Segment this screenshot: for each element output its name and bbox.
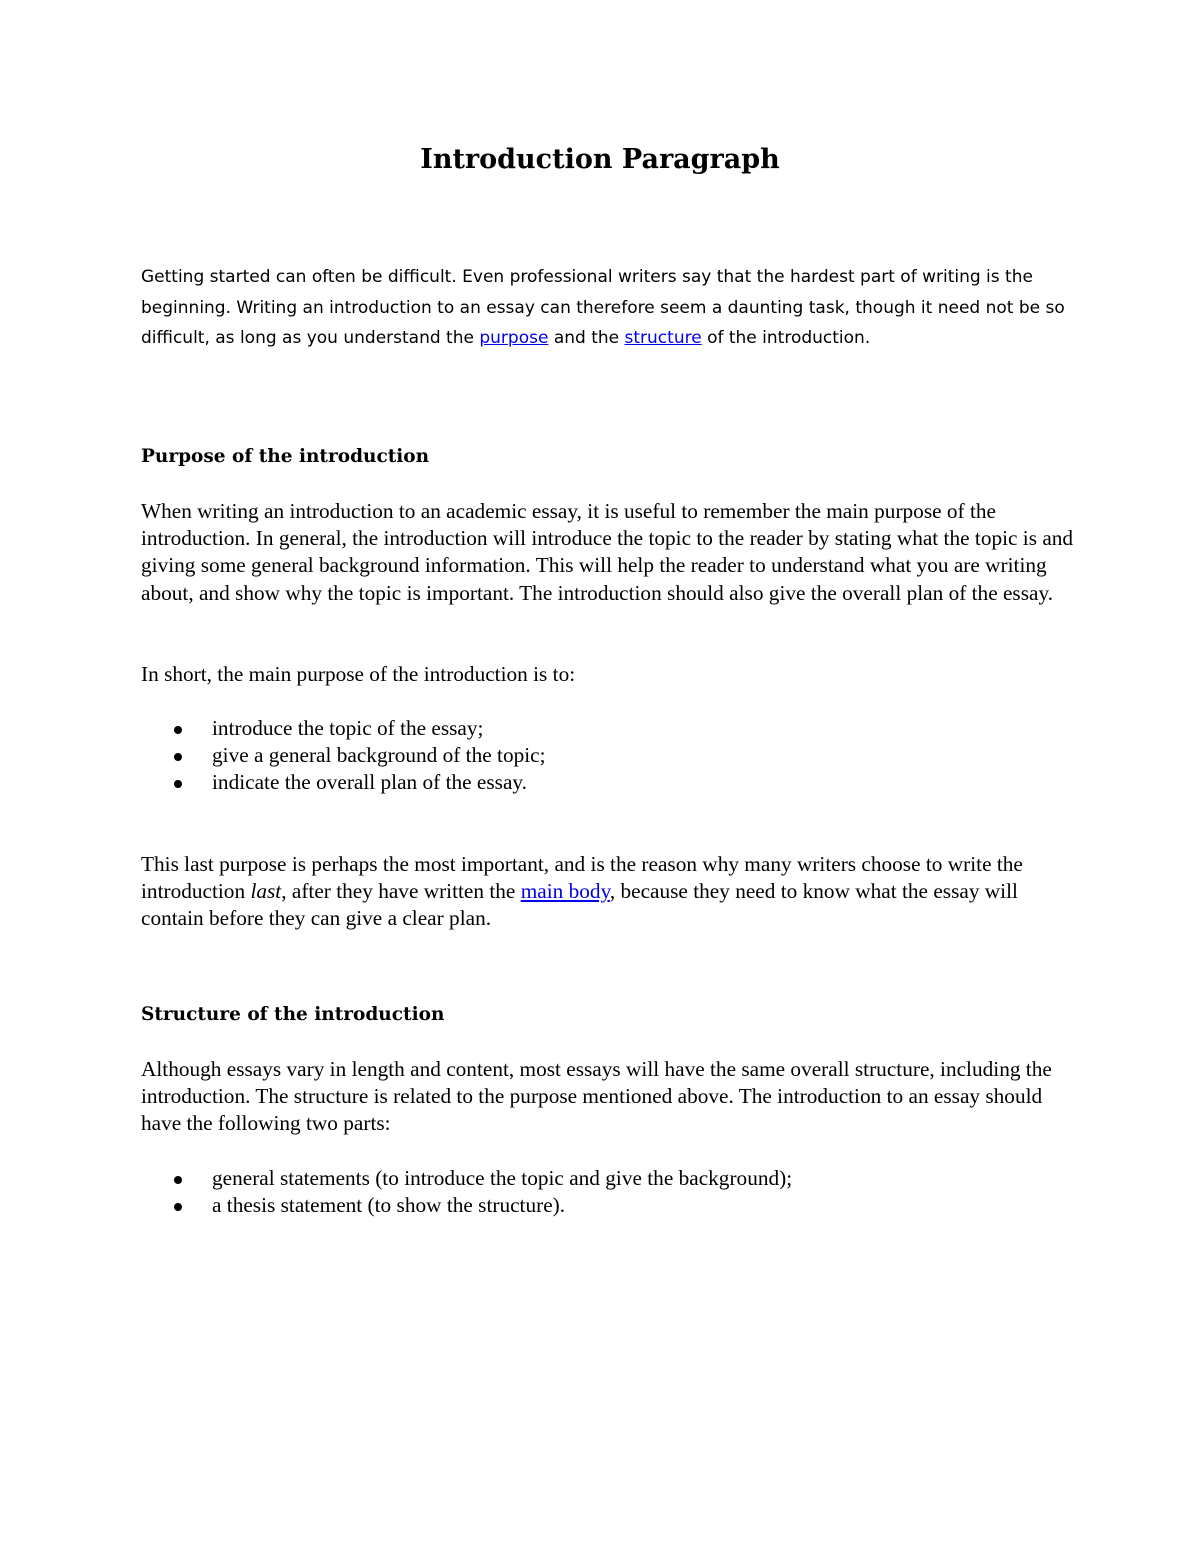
emphasis-last: last bbox=[250, 879, 282, 904]
purpose-heading: Purpose of the introduction bbox=[141, 446, 430, 467]
purpose-paragraph: When writing an introduction to an academic essay, it is useful to remember the main purpose of the introduction. In general, the introduction will introduce the topic to the reader by stating what the topic is and giving some general background information. This will help the reader to understand what you are writing about, and show why the topic is important. The introduction should also give the overall plan of the essay. bbox=[141, 499, 1074, 605]
intro-text-middle: and the bbox=[548, 328, 625, 348]
page-title: Introduction Paragraph bbox=[420, 144, 780, 175]
structure-heading: Structure of the introduction bbox=[141, 1004, 445, 1025]
structure-paragraph: Although essays vary in length and content, most essays will have the same overall structure, including the introduction. The structure is related to the purpose mentioned above. The introduction to an essay should have the following two parts: bbox=[141, 1057, 1052, 1136]
intro-text-before: Getting started can often be difficult. Even professional writers say that the hardest part of writing is the beginning. Writing an introduction to an essay can therefore seem a daunting task, though it need not be so difficult, as long as you understand the bbox=[141, 267, 1065, 348]
last-purpose-text-middle: , after they have written the bbox=[281, 879, 521, 904]
structure-list bbox=[141, 1165, 1081, 1219]
last-purpose-paragraph bbox=[141, 851, 1081, 933]
purpose-list bbox=[141, 715, 1081, 797]
list-item: introduce the topic of the essay; bbox=[141, 715, 1081, 742]
last-purpose-text-before: This last purpose is perhaps the most important, and is the reason why many writers choose to write the introduction bbox=[141, 852, 1023, 904]
intro-text-after: of the introduction. bbox=[701, 328, 871, 348]
main-body-link[interactable]: main body bbox=[520, 879, 610, 904]
list-item: indicate the overall plan of the essay. bbox=[141, 769, 1081, 796]
structure-link[interactable]: structure bbox=[624, 328, 702, 348]
purpose-link[interactable]: purpose bbox=[479, 328, 549, 348]
last-purpose-text-after: , because they need to know what the essay will contain before they can give a clear plan. bbox=[141, 879, 1018, 931]
intro-paragraph bbox=[141, 262, 1101, 354]
list-item: a thesis statement (to show the structure). bbox=[141, 1192, 1081, 1219]
purpose-summary-intro: In short, the main purpose of the introduction is to: bbox=[141, 662, 576, 686]
list-item: general statements (to introduce the topic and give the background); bbox=[141, 1165, 1081, 1192]
list-item: give a general background of the topic; bbox=[141, 742, 1081, 769]
